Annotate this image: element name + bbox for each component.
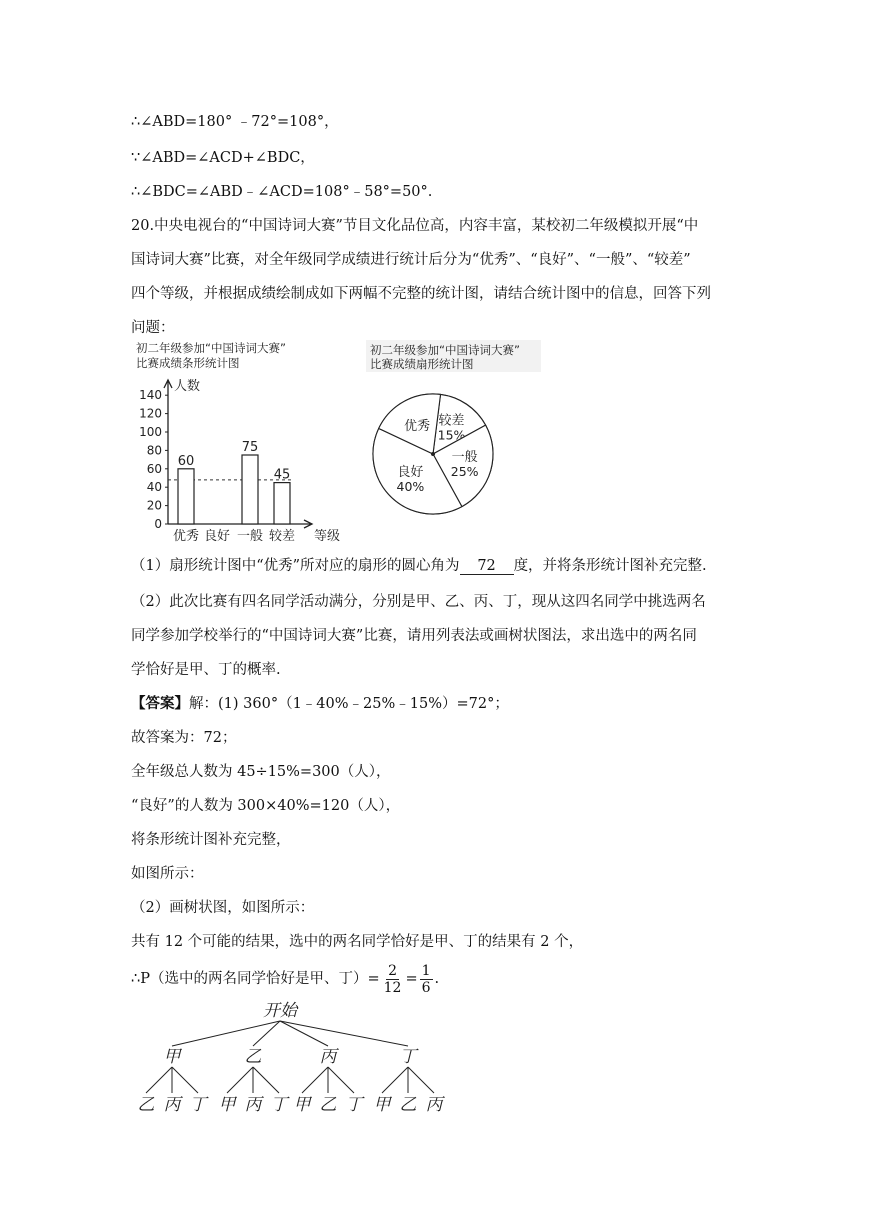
- part2-line-2: 同学参加学校举行的“中国诗词大赛”比赛，请用列表法或画树状图法，求出选中的两名同: [131, 628, 697, 644]
- period: .: [434, 971, 440, 987]
- tree-level2-node: 乙: [137, 1095, 155, 1115]
- answer-line-3: 全年级总人数为 45÷15%=300（人），: [131, 764, 391, 780]
- question-stem-3: 四个等级，并根据成绩绘制成如下两幅不完整的统计图，请结合统计图中的信息，回答下列: [131, 286, 711, 302]
- fraction-1-6-numerator: 1: [421, 962, 431, 979]
- x-tick-label: 较差: [268, 529, 296, 544]
- y-tick-label: 120: [139, 406, 162, 421]
- y-tick-label: 20: [146, 498, 162, 513]
- part1-line: [131, 556, 707, 576]
- tree-root: 开始: [263, 1001, 297, 1021]
- fraction-1-6-denominator: 6: [421, 979, 431, 996]
- tree-branch: [227, 1067, 253, 1093]
- y-tick-label: 60: [146, 461, 162, 476]
- tree-level1-node: 丁: [399, 1047, 417, 1067]
- fraction-2-12: [382, 963, 404, 996]
- pie-center-dot: [431, 452, 435, 456]
- pie-slice-label: 良好: [397, 465, 424, 481]
- tree-level2-node: 丙: [163, 1095, 181, 1115]
- bar-value-label: 45: [273, 467, 291, 483]
- tree-level2-node: 甲: [373, 1095, 391, 1115]
- answer-line-4: “良好”的人数为 300×40%=120（人），: [131, 798, 401, 814]
- tree-level2-node: 乙: [399, 1095, 417, 1115]
- bar-chart-title-2: 比赛成绩条形统计图: [136, 356, 240, 370]
- pie-chart-title-2: 比赛成绩扇形统计图: [370, 357, 474, 371]
- y-tick-label: 100: [139, 425, 162, 439]
- tree-level1-node: 丙: [319, 1047, 337, 1067]
- tree-branch: [382, 1067, 408, 1093]
- tree-branch: [253, 1021, 280, 1046]
- tree-level2-node: 丁: [270, 1095, 288, 1115]
- proof-line-2: ∵∠ABD=∠ACD+∠BDC，: [131, 150, 315, 166]
- pie-slice-label: 一般: [451, 450, 478, 466]
- pie-slice-percent: 25%: [450, 464, 479, 480]
- tree-branch: [172, 1067, 198, 1093]
- answer-line-6: 如图所示：: [131, 866, 204, 882]
- pie-slice-label: 较差: [438, 413, 465, 429]
- question-stem-1: 20.中央电视台的“中国诗词大赛”节目文化品位高，内容丰富，某校初二年级模拟开展“中: [131, 218, 699, 234]
- tree-level2-node: 甲: [218, 1095, 236, 1115]
- pie-slice-label: 优秀: [404, 419, 431, 435]
- pie-slice-percent: 15%: [437, 427, 466, 443]
- tree-level2-node: 丙: [425, 1095, 443, 1115]
- tree-level2-node: 乙: [319, 1095, 337, 1115]
- x-tick-label: 优秀: [172, 529, 200, 544]
- tree-branch: [280, 1021, 408, 1046]
- fraction-2-12-numerator: 2: [388, 962, 398, 979]
- probability-lhs: ∴P（选中的两名同学恰好是甲、丁）=: [131, 971, 380, 987]
- proof-line-1: ∴∠ABD=180° ﹣72°=108°，: [131, 114, 339, 130]
- tree-branch: [328, 1067, 354, 1093]
- tree-level2-node: 丁: [345, 1095, 363, 1115]
- tree-level2-node: 丙: [244, 1095, 262, 1115]
- x-axis-label: 等级: [314, 529, 341, 544]
- tree-level2-node: 丁: [189, 1095, 207, 1115]
- part1-pre: （1）扇形统计图中“优秀”所对应的扇形的圆心角为: [131, 558, 460, 574]
- tree-level1-node: 乙: [244, 1047, 262, 1067]
- tree-branch: [146, 1067, 172, 1093]
- equals-sign: =: [405, 971, 418, 987]
- answer-line-2: 故答案为：72；: [131, 730, 237, 746]
- tree-branch: [408, 1067, 434, 1093]
- tree-branch: [302, 1067, 328, 1093]
- part2-line-1: （2）此次比赛有四名同学活动满分，分别是甲、乙、丙、丁，现从这四名同学中挑选两名: [131, 594, 706, 610]
- question-stem-4: 问题：: [131, 320, 175, 336]
- x-tick-label: 良好: [203, 529, 231, 544]
- y-tick-label: 40: [146, 480, 162, 495]
- answer-line-8: 共有 12 个可能的结果，选中的两名同学恰好是甲、丁的结果有 2 个，: [131, 934, 584, 950]
- part2-line-3: 学恰好是甲、丁的概率.: [131, 662, 281, 678]
- answer-line-1-text: 解：(1) 360°（1﹣40%﹣25%﹣15%）=72°；: [189, 696, 509, 712]
- bar: [178, 469, 194, 524]
- answer-line-7: （2）画树状图，如图所示：: [131, 900, 315, 916]
- tree-branch: [253, 1067, 279, 1093]
- bar: [274, 483, 290, 524]
- pie-slice-percent: 40%: [396, 479, 425, 495]
- question-stem-2: 国诗词大赛”比赛，对全年级同学成绩进行统计后分为“优秀”、“良好”、“一般”、“较差”: [131, 252, 691, 268]
- fraction-1-6: [420, 963, 433, 996]
- answer-line-5: 将条形统计图补充完整，: [131, 832, 291, 848]
- answer-line-9: [131, 962, 439, 996]
- bar-value-label: 60: [177, 453, 195, 469]
- y-tick-label: 0: [154, 517, 162, 531]
- tree-level1-node: 甲: [163, 1047, 181, 1067]
- pie-chart-title-1: 初二年级参加“中国诗词大赛”: [370, 343, 520, 357]
- x-tick-label: 一般: [236, 529, 264, 544]
- bar: [242, 455, 258, 524]
- y-axis-label: 人数: [174, 379, 201, 394]
- answer-tag: 【答案】: [131, 695, 189, 712]
- bar-chart: [136, 340, 356, 550]
- y-tick-label: 80: [146, 443, 162, 458]
- tree-branch: [172, 1021, 280, 1046]
- part1-post: 度，并将条形统计图补充完整.: [513, 558, 707, 574]
- y-tick-label: 140: [139, 388, 162, 403]
- fraction-2-12-denominator: 12: [383, 979, 402, 996]
- answer-line-1: [131, 694, 509, 714]
- bar-value-label: 75: [241, 440, 259, 455]
- proof-line-3: ∴∠BDC=∠ABD﹣∠ACD=108°﹣58°=50°.: [131, 184, 433, 200]
- tree-level2-node: 甲: [293, 1095, 311, 1115]
- tree-branch: [280, 1021, 328, 1046]
- part1-answer-blank: 72: [460, 558, 514, 575]
- tree-diagram: [128, 1000, 458, 1120]
- pie-chart: [366, 340, 541, 520]
- bar-chart-title-1: 初二年级参加“中国诗词大赛”: [136, 341, 286, 355]
